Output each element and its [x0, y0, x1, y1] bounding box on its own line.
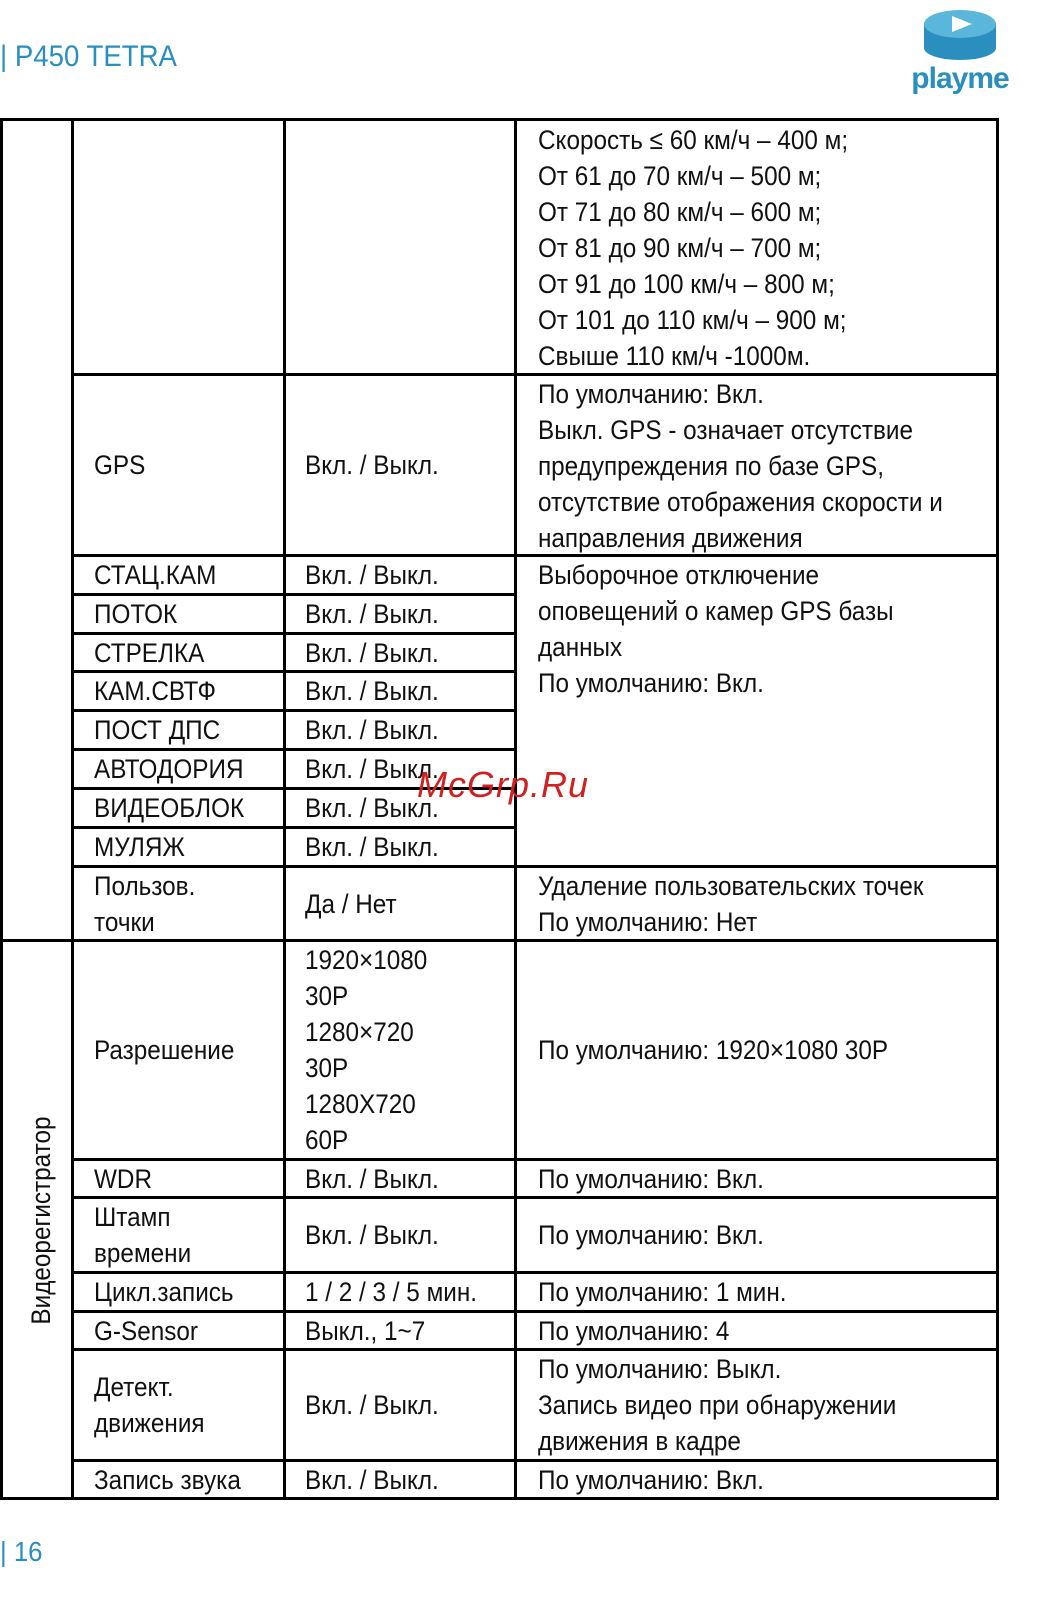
loop-description: По умолчанию: 1 мин.	[538, 1277, 787, 1307]
camera-type-name: АВТОДОРИЯ	[94, 754, 244, 784]
wdr-value: Вкл. / Выкл.	[305, 1164, 439, 1194]
camera-type-value: Вкл. / Выкл.	[305, 715, 439, 745]
wdr-name: WDR	[94, 1164, 153, 1194]
speed-line: От 91 до 100 км/ч – 800 м;	[538, 269, 835, 299]
camera-type-value: Вкл. / Выкл.	[305, 793, 439, 823]
camera-type-name: СТРЕЛКА	[94, 638, 205, 668]
camera-type-name: ПОСТ ДПС	[94, 715, 221, 745]
camera-type-value: Вкл. / Выкл.	[305, 832, 439, 862]
user-points-value: Да / Нет	[305, 889, 397, 919]
document-title: | P450 TETRA	[0, 40, 177, 73]
audio-name: Запись звука	[94, 1465, 241, 1495]
loop-value: 1 / 2 / 3 / 5 мин.	[305, 1277, 478, 1307]
camera-type-value: Вкл. / Выкл.	[305, 676, 439, 706]
timestamp-description: По умолчанию: Вкл.	[538, 1220, 764, 1250]
motion-name: Детект. движения	[94, 1372, 205, 1438]
user-points-description: Удаление пользовательских точек По умолчанию: Нет	[538, 871, 924, 937]
speed-line: От 81 до 90 км/ч – 700 м;	[538, 233, 822, 263]
audio-value: Вкл. / Выкл.	[305, 1465, 439, 1495]
gsensor-description: По умолчанию: 4	[538, 1316, 730, 1346]
watermark: McGrp.Ru	[417, 764, 590, 805]
gsensor-name: G-Sensor	[94, 1316, 198, 1346]
resolution-name: Разрешение	[94, 1035, 235, 1065]
camera-type-value: Вкл. / Выкл.	[305, 599, 439, 629]
camera-type-value: Вкл. / Выкл.	[305, 638, 439, 668]
camera-type-name: СТАЦ.КАМ	[94, 560, 217, 590]
camera-type-name: ВИДЕОБЛОК	[94, 793, 245, 823]
timestamp-name: Штамп времени	[94, 1202, 192, 1268]
camera-type-name: ПОТОК	[94, 599, 178, 629]
timestamp-value: Вкл. / Выкл.	[305, 1220, 439, 1250]
resolution-value: 1920×1080 30P 1280×720 30P 1280X720 60P	[305, 945, 428, 1155]
camera-type-value: Вкл. / Выкл.	[305, 754, 439, 784]
camera-type-value: Вкл. / Выкл.	[305, 560, 439, 590]
speed-line: Скорость ≤ 60 км/ч – 400 м;	[538, 125, 849, 155]
speed-line: От 71 до 80 км/ч – 600 м;	[538, 197, 822, 227]
user-points-name: Пользов. точки	[94, 871, 196, 937]
wdr-description: По умолчанию: Вкл.	[538, 1164, 764, 1194]
camera-type-name: КАМ.СВТФ	[94, 676, 217, 706]
gps-value: Вкл. / Выкл.	[305, 450, 439, 480]
motion-description: По умолчанию: Выкл. Запись видео при обнаружении движения в кадре	[538, 1354, 897, 1456]
gps-name: GPS	[94, 450, 146, 480]
camera-types-description: Выборочное отключение оповещений о камер GPS базы данных По умолчанию: Вкл.	[538, 560, 894, 698]
section-label-dvr: Видеорегистратор	[26, 1115, 57, 1325]
page-number: | 16	[0, 1536, 43, 1567]
audio-description: По умолчанию: Вкл.	[538, 1465, 764, 1495]
camera-type-name: МУЛЯЖ	[94, 832, 185, 862]
loop-name: Цикл.запись	[94, 1277, 234, 1307]
gsensor-value: Выкл., 1~7	[305, 1316, 426, 1346]
speed-line: От 101 до 110 км/ч – 900 м;	[538, 305, 847, 335]
gps-description: По умолчанию: Вкл. Выкл. GPS - означает отсутствие предупреждения по базе GPS, отсутствие отображения скорости и направления движения	[538, 379, 943, 553]
motion-value: Вкл. / Выкл.	[305, 1390, 439, 1420]
speed-ranges-description	[538, 122, 848, 372]
logo-wordmark: playme	[911, 62, 1009, 95]
speed-line: От 61 до 70 км/ч – 500 м;	[538, 161, 822, 191]
speed-line: Свыше 110 км/ч -1000м.	[538, 341, 811, 371]
resolution-description: По умолчанию: 1920×1080 30P	[538, 1035, 889, 1065]
